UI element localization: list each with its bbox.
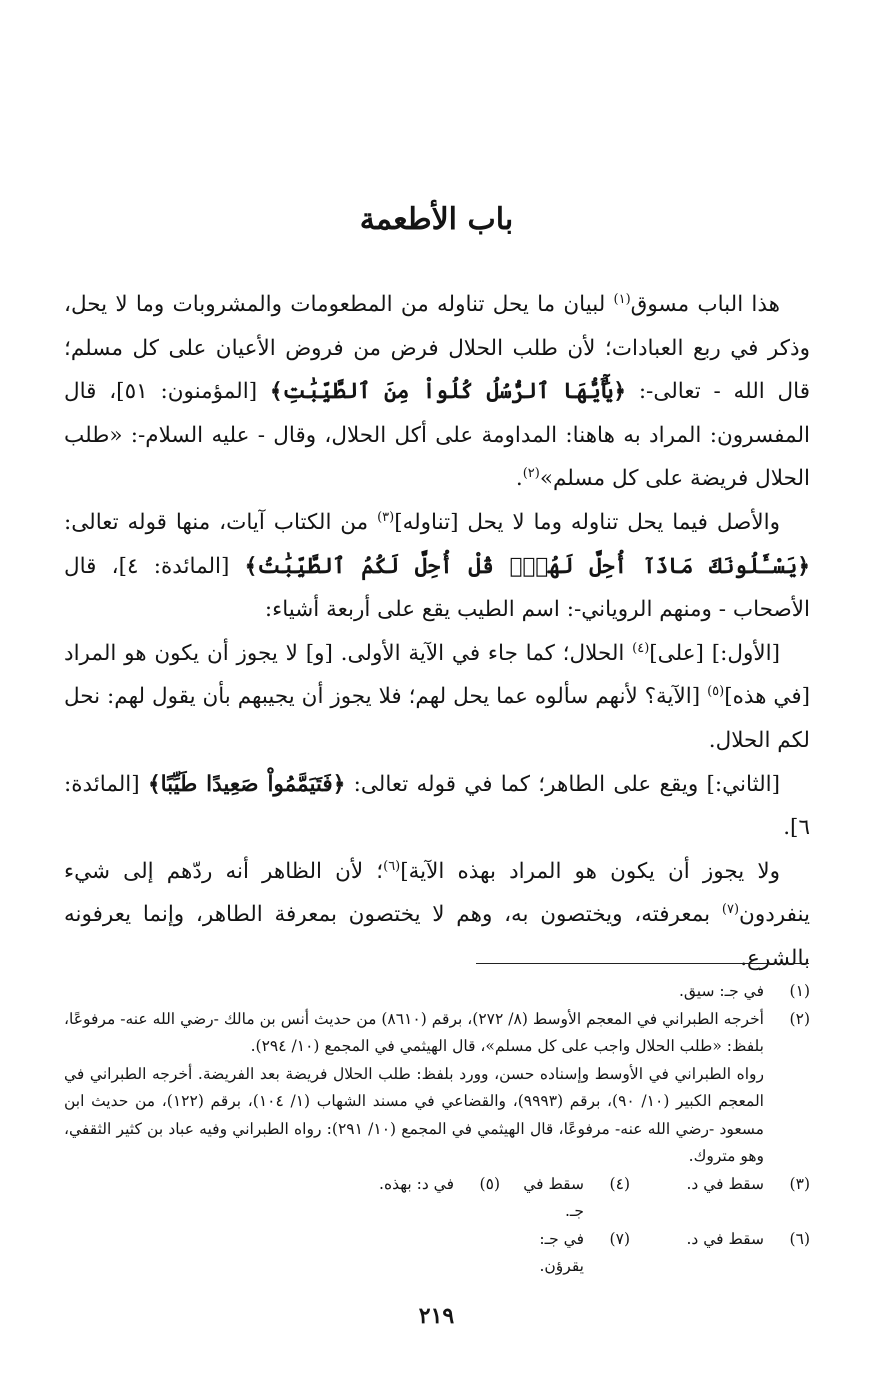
footnote-4 — [500, 1171, 630, 1226]
footnote-row — [64, 1171, 810, 1226]
footnote-text: سقط في د. — [686, 1174, 764, 1193]
footnote-2-continuation: رواه الطبراني في الأوسط وإسناده حسن، وورد بلفظ: طلب الحلال فريضة بعد الفريضة. أخرجه الطبراني في المعجم الكبير (١٠/ ٩٠)، برقم (٩٩٩٣)، والقضاعي في مسند الشهاب (١/ ١٠٤)، برقم (١٢٢)، من حديث ابن مسعود -رضي الله عنه- مرفوعًا، قال الهيثمي في المجمع (١٠/ ٢٩١): رواه الطبراني وفيه عباد بن كثير الثقفي، وهو متروك. — [64, 1064, 764, 1165]
footnote-1 — [64, 978, 810, 1006]
text-run: [المائدة: ٤]، قال الأصحاب - ومنهم الروياني-: اسم الطيب يقع على أربعة أشياء: — [64, 553, 810, 623]
footnote-number: (٦) — [789, 1229, 810, 1248]
footnote-5 — [379, 1171, 500, 1226]
footnote-row — [64, 1226, 810, 1281]
footnote-7 — [500, 1226, 630, 1281]
text-run: من الكتاب آيات، منها قوله تعالى: — [64, 509, 378, 535]
text-run: [الثاني:] ويقع على الطاهر؛ كما في قوله تعالى: — [345, 771, 780, 797]
footnote-ref-6[interactable]: (٦) — [383, 858, 401, 874]
footnote-ref-1[interactable]: (١) — [613, 291, 631, 307]
text-run: لبيان ما يحل تناوله من المطعومات والمشروبات وما لا يحل، وذكر في ربع العبادات؛ لأن طلب الحلال فرض من فروض الأعيان على كل مسلم؛ قال الله - تعالى-: — [64, 292, 810, 405]
text-run: [الآية؟ لأنهم سألوه عما يحل لهم؛ فلا يجوز أن يجيبهم بأن يقول لهم: نحل لكم الحلال. — [64, 684, 810, 753]
quran-verse: ﴿فَتَيَمَّمُواْ صَعِيدًا طَيِّبًا﴾ — [147, 771, 346, 797]
text-run: [المائدة: ٦]. — [64, 771, 810, 841]
footnote-number: (٣) — [789, 1174, 810, 1193]
footnote-3 — [630, 1171, 810, 1226]
footnote-number: (٥) — [479, 1174, 500, 1193]
text-run: ؛ لأن الظاهر أنه ردّهم إلى شيء ينفردون — [64, 858, 810, 928]
paragraph-4 — [64, 763, 810, 850]
footnote-number: (٧) — [609, 1229, 630, 1248]
footnote-ref-3[interactable]: (٣) — [377, 509, 395, 525]
text-run: ولا يجوز أن يكون هو المراد بهذه الآية] — [400, 858, 780, 884]
footnote-text: أخرجه الطبراني في المعجم الأوسط (٨/ ٢٧٢)، برقم (٨٦١٠) من حديث أنس بن مالك -رضي الله عنه- مرفوعًا، بلفظ: «طلب الحلال واجب على كل مسلم»، قال الهيثمي في المجمع (١٠/ ٢٩٤). — [64, 1009, 764, 1055]
footnote-ref-4[interactable]: (٤) — [632, 640, 650, 656]
paragraph-5 — [64, 850, 810, 981]
footnote-number: (٢) — [789, 1009, 810, 1028]
footnote-text: سقط في جـ. — [523, 1174, 584, 1220]
footnote-text: في جـ: سيق. — [678, 982, 764, 1000]
text-run: والأصل فيما يحل تناوله وما لا يحل [تناوله] — [394, 509, 780, 535]
paragraph-2 — [64, 501, 810, 632]
footnote-text: في جـ: يقرؤن. — [539, 1229, 584, 1275]
quran-verse: ﴿يَسْـَٔلُونَكَ مَاذَآ أُحِلَّ لَهُمْۖ قُلْ أُحِلَّ لَكُمُ ٱلطَّيِّبَٰتُ﴾ — [244, 553, 810, 579]
footnote-6 — [630, 1226, 810, 1281]
paragraph-3 — [64, 632, 810, 763]
footnote-text: في د: بهذه. — [379, 1174, 454, 1193]
page-number: ٢١٩ — [418, 1303, 455, 1329]
footnote-ref-7[interactable]: (٧) — [721, 902, 740, 918]
footnotes — [64, 978, 810, 1281]
text-run: بمعرفته، ويختصون به، وهم لا يختصون بمعرفة الطاهر، وإنما يعرفونه بالشرع. — [64, 902, 810, 971]
paragraph-1 — [64, 283, 810, 501]
footnote-2 — [64, 1006, 810, 1061]
footnote-separator — [476, 963, 809, 964]
footnote-ref-2[interactable]: (٢) — [522, 466, 540, 482]
chapter-title: باب الأطعمة — [359, 202, 514, 237]
text-run: . — [515, 466, 523, 492]
footnote-text: سقط في د. — [686, 1229, 764, 1248]
footnote-number: (٤) — [609, 1174, 630, 1193]
text-run: الحلال؛ كما جاء في الآية الأولى. [و] لا يجوز أن يكون هو المراد [في هذه] — [64, 640, 810, 710]
body-text — [64, 283, 810, 981]
footnote-ref-5[interactable]: (٥) — [707, 684, 725, 700]
quran-verse: ﴿يَٰٓأَيُّهَا ٱلرُّسُلُ كُلُواْ مِنَ ٱلطَّيِّبَٰتِ﴾ — [269, 379, 627, 405]
text-run: هذا الباب مسوق — [630, 292, 780, 317]
footnote-number: (١) — [789, 982, 810, 1000]
text-run: [المؤمنون: ٥١]، قال المفسرون: المراد به هاهنا: المداومة على أكل الحلال، وقال - عليه السلام-: «طلب الحلال فريضة على كل مسلم» — [64, 379, 810, 492]
text-run: [الأول:] [على] — [649, 640, 780, 666]
